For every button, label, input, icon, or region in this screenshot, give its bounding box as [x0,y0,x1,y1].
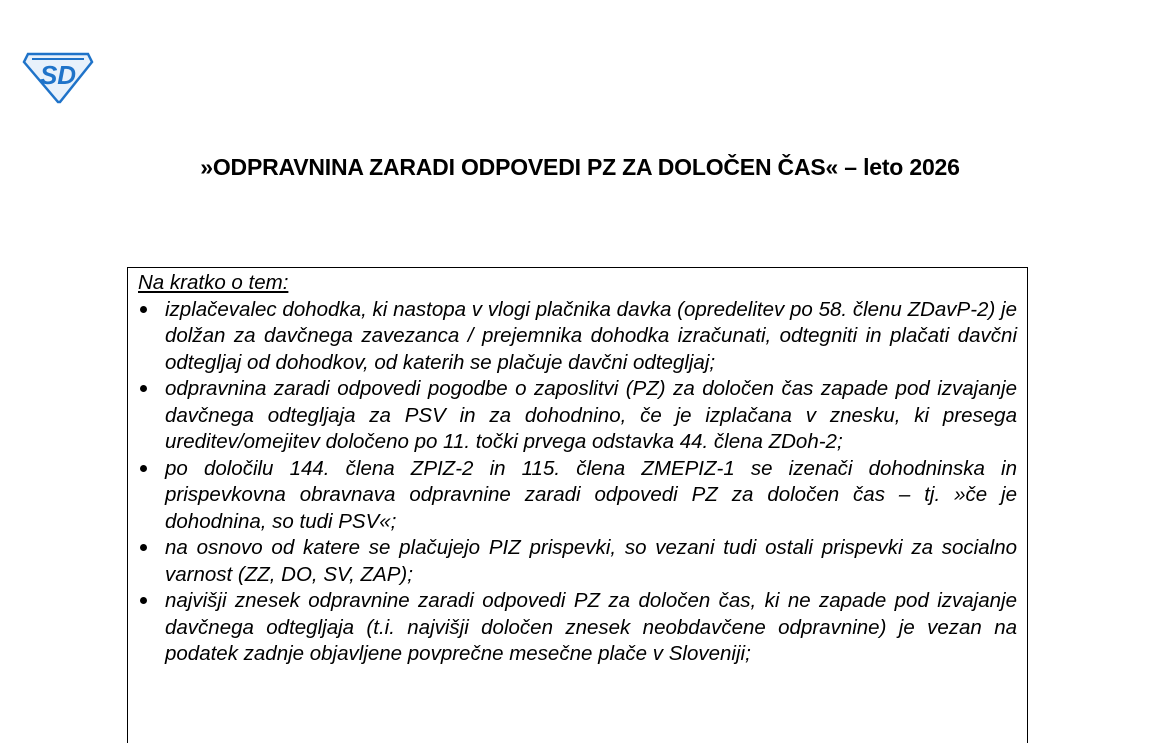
summary-bullets [138,297,1017,668]
svg-text:SD: SD [39,60,77,90]
list-item-text: najvišji znesek odpravnine zaradi odpovedi PZ za določen čas, ki ne zapade pod izvajanje davčnega odtegljaja (t.i. najvišji določen znesek neobdavčene odpravnine) je vezan na podatek zadnje objavljene povprečne mesečne plače v Sloveniji; [165,589,1017,665]
document-title: »ODPRAVNINA ZARADI ODPOVEDI PZ ZA DOLOČEN ČAS« – leto 2026 [200,154,960,180]
list-item-text: izplačevalec dohodka, ki nastopa v vlogi plačnika davka (opredelitev po 58. členu ZDavP-2) je dolžan za davčnega zavezanca / prejemnika dohodka izračunati, odtegniti in plačati davčni odtegljaj od dohodkov, od katerih se plačuje davčni odtegljaj; [165,297,1017,374]
bullet-icon [140,306,147,313]
bullet-icon [140,597,147,604]
list-item [138,376,1017,456]
list-item-text: na osnovo od katere se plačujejo PIZ prispevki, so vezani tudi ostali prispevki za socialno varnost (ZZ, DO, SV, ZAP); [165,536,1017,586]
list-item [138,535,1017,588]
list-item-text: po določilu 144. člena ZPIZ-2 in 115. člena ZMEPIZ-1 se izenači dohodninska in prispevkovna obravnava odpravnine zaradi odpovedi PZ za določen čas – tj. »če je dohodnina, so tudi PSV«; [165,456,1017,533]
bullet-icon [140,465,147,472]
list-item [138,588,1017,668]
summary-heading: Na kratko o tem: [138,271,289,294]
bullet-icon [140,385,147,392]
bullet-icon [140,544,147,551]
list-item [138,456,1017,536]
summary-box [127,267,1028,743]
logo [22,50,96,104]
sd-shield-logo-icon [22,50,96,104]
list-item-text: odpravnina zaradi odpovedi pogodbe o zaposlitvi (PZ) za določen čas zapade pod izvajanje davčnega odtegljaja za PSV in za dohodnino, če je izplačana v znesku, ki presega ureditev/omejitev določeno po 11. točki prvega odstavka 44. člena ZDoh-2; [165,377,1017,453]
list-item [138,297,1017,377]
